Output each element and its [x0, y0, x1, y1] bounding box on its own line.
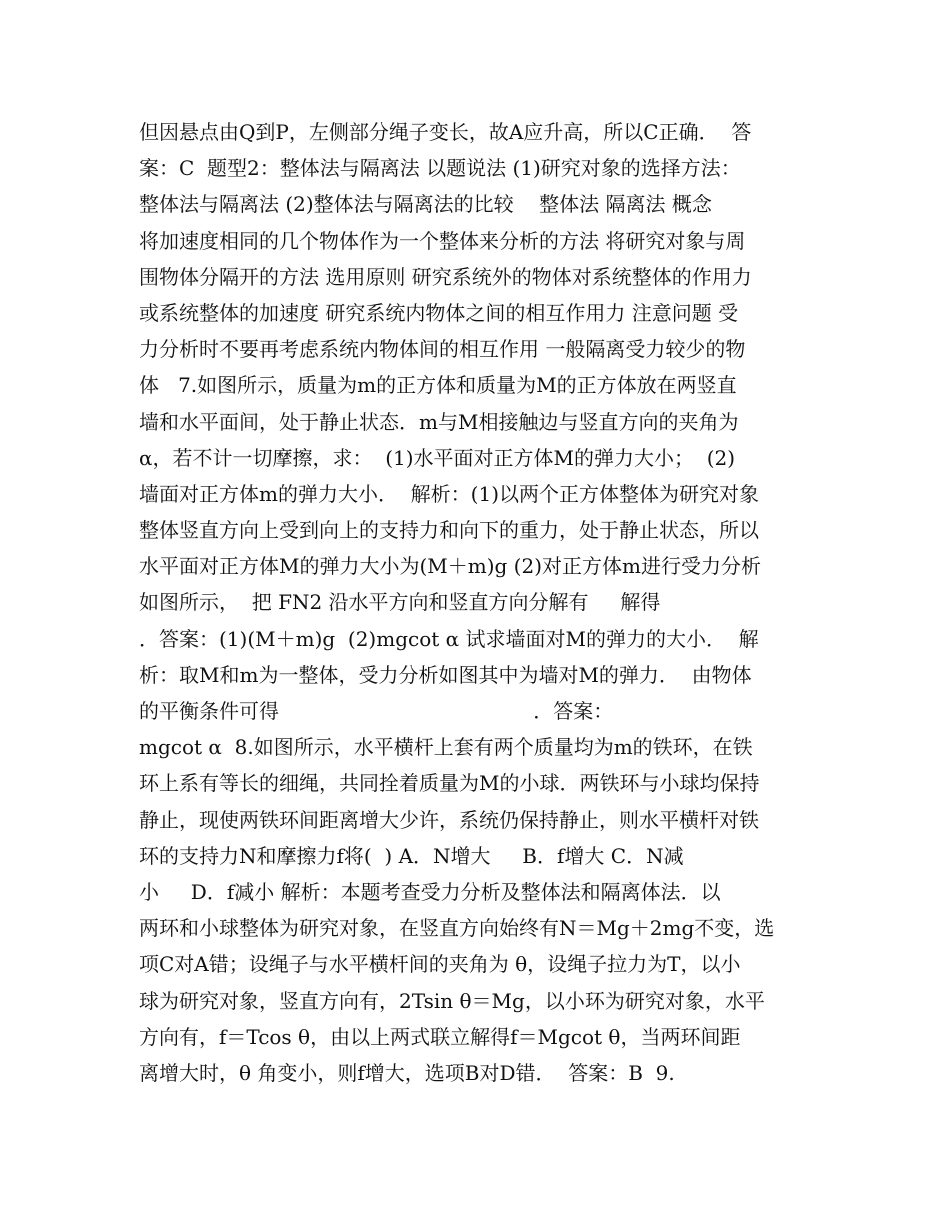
text-line: 力分析时不要再考虑系统内物体间的相互作用 一般隔离受力较少的物	[139, 337, 746, 362]
text-line: 水平面对正方体M的弹力大小为(M＋m)g (2)对正方体m进行受力分析	[139, 554, 761, 579]
text-line: 案：C 题型2：整体法与隔离法 以题说法 (1)研究对象的选择方法：	[139, 156, 741, 181]
text-line: 但因悬点由Q到P，左侧部分绳子变长，故A应升高，所以C正确． 答	[139, 120, 752, 144]
text-line: 围物体分隔开的方法 选用原则 研究系统外的物体对系统整体的作用力	[139, 264, 752, 289]
text-line: 环的支持力N和摩擦力f将( ) A．N增大 B．f增大 C．N减	[139, 843, 684, 868]
text-line: 两环和小球整体为研究对象，在竖直方向始终有N＝Mg＋2mg不变，选	[139, 916, 775, 941]
text-line: 小 D．f减小 解析：本题考查受力分析及整体法和隔离体法．以	[139, 879, 721, 904]
text-line: 墙面对正方体m的弹力大小． 解析：(1)以两个正方体整体为研究对象	[139, 481, 760, 506]
text-line: 离增大时，θ 角变小，则f增大，选项B对D错． 答案：B 9.	[139, 1060, 675, 1085]
text-line: α，若不计一切摩擦，求： (1)水平面对正方体M的弹力大小； (2)	[139, 445, 736, 470]
text-line: 静止，现使两铁环间距离增大少许，系统仍保持静止，则水平横杆对铁	[139, 807, 759, 832]
text-line: 体 7.如图所示，质量为m的正方体和质量为M的正方体放在两竖直	[139, 373, 737, 398]
text-line: 析：取M和m为一整体，受力分析如图其中为墙对M的弹力． 由物体	[139, 662, 752, 687]
text-line: 整体竖直方向上受到向上的支持力和向下的重力，处于静止状态，所以	[139, 518, 759, 543]
body-text	[139, 114, 819, 1091]
text-line: mgcot α 8.如图所示，水平横杆上套有两个质量均为m的铁环，在铁	[139, 735, 753, 760]
text-line: 的平衡条件可得 ．答案：	[139, 699, 614, 723]
text-line: 将加速度相同的几个物体作为一个整体来分析的方法 将研究对象与周	[139, 228, 746, 253]
text-line: 或系统整体的加速度 研究系统内物体之间的相互作用力 注意问题 受	[139, 300, 739, 325]
text-line: 整体法与隔离法 (2)整体法与隔离法的比较 整体法 隔离法 概念	[139, 192, 712, 217]
text-line: 如图所示， 把 FN2 沿水平方向和竖直方向分解有 解得	[139, 590, 661, 615]
text-line: 球为研究对象，竖直方向有，2Tsin θ＝Mg，以小环为研究对象，水平	[139, 988, 765, 1013]
text-line: 项C对A错；设绳子与水平横杆间的夹角为 θ，设绳子拉力为T，以小	[139, 952, 741, 977]
text-line: 方向有，f＝Tcos θ，由以上两式联立解得f＝Mgcot θ，当两环间距	[139, 1024, 741, 1049]
text-line: 环上系有等长的细绳，共同拴着质量为M的小球．两铁环与小球均保持	[139, 771, 760, 796]
text-line: 墙和水平面间，处于静止状态．m与M相接触边与竖直方向的夹角为	[139, 409, 739, 434]
text-line: ．答案：(1)(M＋m)g (2)mgcot α 试求墙面对M的弹力的大小． 解	[139, 626, 759, 651]
